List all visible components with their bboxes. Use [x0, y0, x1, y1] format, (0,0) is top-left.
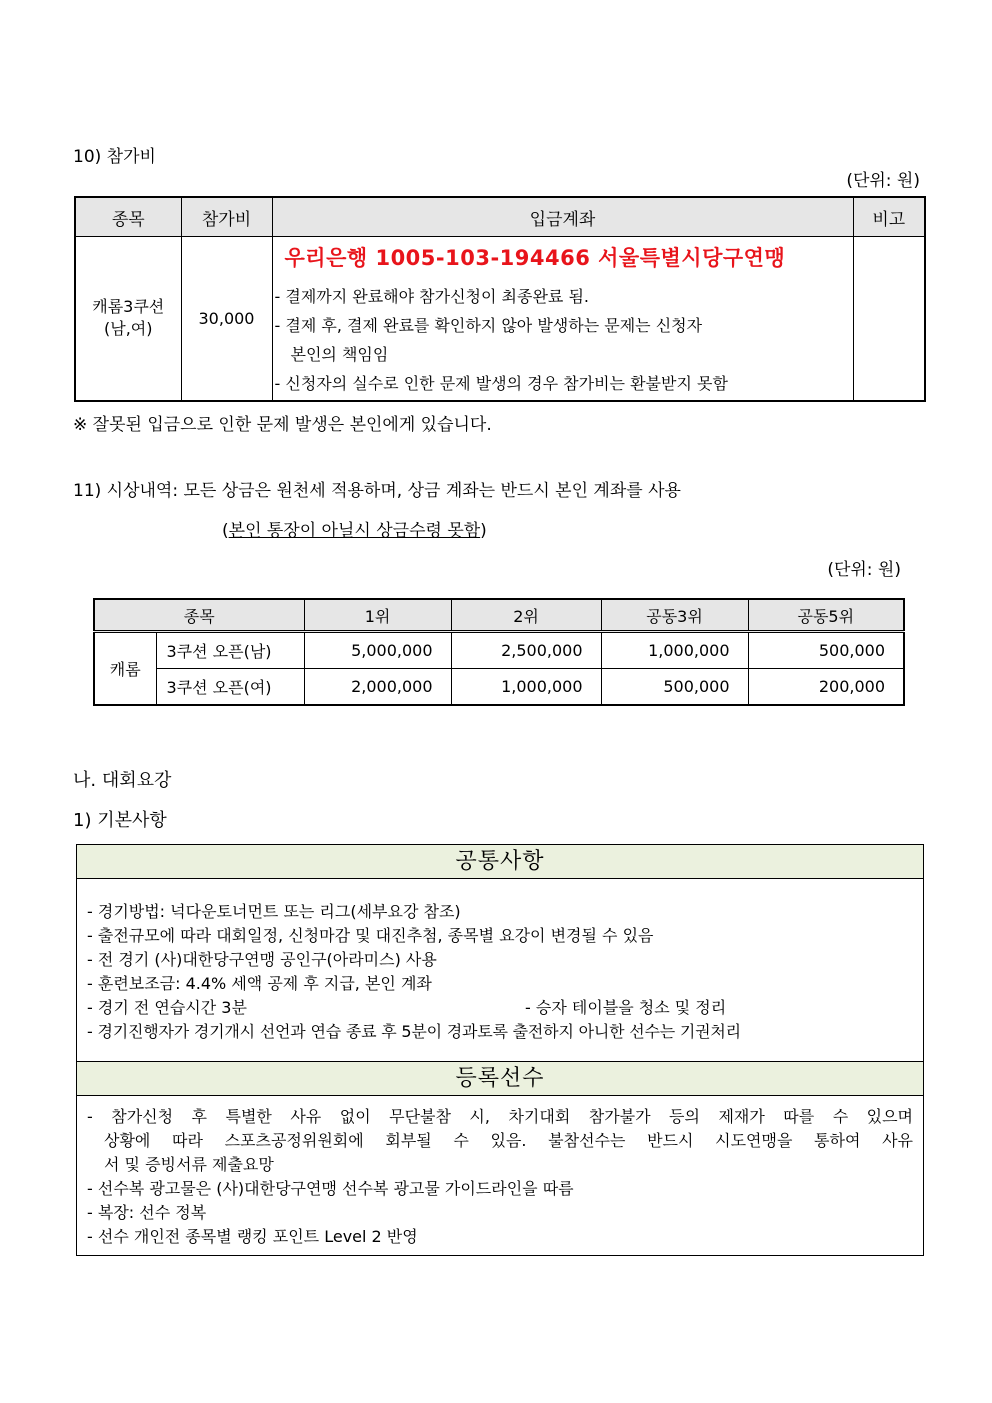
fee-header-fee: 참가비: [181, 197, 272, 237]
fee-note-3: - 신청자의 실수로 인한 문제 발생의 경우 참가비는 환불받지 못함: [274, 374, 728, 393]
fee-amount-cell: 30,000: [181, 237, 272, 401]
section-11-heading: 11) 시상내역: 모든 상금은 원천세 적용하며, 상금 계좌는 반드시 본인 계좌를 사용: [73, 481, 681, 501]
fee-footnote: ※ 잘못된 입금으로 인한 문제 발생은 본인에게 있습니다.: [73, 415, 492, 435]
prize-header-2nd: 2위: [451, 599, 601, 632]
own-account-warning: 본인 통장이 아닐시 상금수령 못함: [228, 521, 481, 541]
prize-table: [93, 598, 905, 706]
common-rule-5: - 경기 전 연습시간 3분: [87, 998, 247, 1017]
paren-close: ): [480, 521, 487, 541]
section-na-heading: 나. 대회요강: [73, 770, 172, 791]
fee-note-1: - 결제까지 완료해야 참가신청이 최종완료 됨.: [274, 287, 589, 306]
common-rule-2: - 출전규모에 따라 대회일정, 신청마감 및 대진추첨, 종목별 요강이 변경될 수 있음: [87, 926, 654, 945]
prize-men-1st: 5,000,000: [304, 632, 451, 669]
player-rule-2: - 선수복 광고물은 (사)대한당구연맹 선수복 광고물 가이드라인을 따름: [87, 1179, 574, 1198]
common-rules-body: [77, 879, 923, 1050]
player-rule-1-cont2: 서 및 증빙서류 제출요망: [104, 1155, 274, 1174]
fee-note-2-cont: 본인의 책임임: [290, 345, 389, 364]
prize-women-5th: 200,000: [748, 669, 904, 706]
fee-event-line2: (남,여): [104, 319, 153, 339]
fee-account-cell: [272, 237, 853, 401]
registered-players-title: 등록선수: [77, 1061, 923, 1096]
prize-men-3rd: 1,000,000: [601, 632, 748, 669]
basic-info-heading: 1) 기본사항: [73, 810, 167, 831]
fee-event-cell: [75, 237, 181, 401]
prize-header-1st: 1위: [304, 599, 451, 632]
player-rule-4: - 선수 개인전 종목별 랭킹 포인트 Level 2 반영: [87, 1227, 418, 1246]
fee-remark-cell: [853, 237, 925, 401]
common-rules-title: 공통사항: [77, 845, 923, 879]
fee-header-account: 입금계좌: [272, 197, 853, 237]
prize-women-1st: 2,000,000: [304, 669, 451, 706]
prize-category-cell: 캐롬: [94, 632, 156, 706]
prize-men-5th: 500,000: [748, 632, 904, 669]
player-rule-1: - 참가신청 후 특별한 사유 없이 무단불참 시, 차기대회 참가불가 등의 제재가 따를 수 있으며: [87, 1107, 913, 1126]
common-rule-3: - 전 경기 (사)대한당구연맹 공인구(아라미스) 사용: [87, 950, 437, 969]
player-rule-1-cont1: 상황에 따라 스포츠공정위원회에 회부될 수 있음. 불참선수는 반드시 시도연맹을 통하여 사유: [104, 1131, 913, 1150]
prize-header-5th: 공동5위: [748, 599, 904, 632]
fee-header-remark: 비고: [853, 197, 925, 237]
table-row: [94, 669, 904, 706]
common-rule-1: - 경기방법: 넉다운토너먼트 또는 리그(세부요강 참조): [87, 902, 461, 921]
bank-account-text: 우리은행 1005-103-194466 서울특별시당구연맹: [284, 246, 786, 270]
fee-table-header-row: [75, 197, 925, 237]
common-rule-7: - 경기진행자가 경기개시 선언과 연습 종료 후 5분이 경과토록 출전하지 아니한 선수는 기권처리: [87, 1022, 741, 1041]
fee-note-2: - 결제 후, 결제 완료를 확인하지 않아 발생하는 문제는 신청자: [274, 316, 703, 335]
common-rule-5-row: [87, 996, 913, 1020]
prize-event-women: 3쿠션 오픈(여): [156, 669, 304, 706]
prize-women-3rd: 500,000: [601, 669, 748, 706]
prize-header-3rd: 공동3위: [601, 599, 748, 632]
common-rules-box: [76, 844, 924, 1062]
prize-women-2nd: 1,000,000: [451, 669, 601, 706]
player-rule-3: - 복장: 선수 정복: [87, 1203, 207, 1222]
fee-header-event: 종목: [75, 197, 181, 237]
common-rule-6: - 승자 테이블을 청소 및 정리: [525, 998, 727, 1017]
fee-notes: [273, 280, 853, 398]
prize-header-event: 종목: [94, 599, 304, 632]
registered-players-box: [76, 1061, 924, 1256]
paren-open: (: [222, 521, 229, 541]
section-10-heading: 10) 참가비: [73, 147, 156, 167]
fee-unit-label: (단위: 원): [846, 171, 920, 191]
prize-unit-label: (단위: 원): [827, 560, 901, 580]
prize-table-header-row: [94, 599, 904, 632]
prize-event-men: 3쿠션 오픈(남): [156, 632, 304, 669]
fee-table-row: [75, 237, 925, 401]
fee-event-line1: 캐롬3쿠션: [92, 297, 165, 317]
fee-table: [74, 196, 926, 402]
registered-players-body: [77, 1096, 923, 1255]
prize-account-note: [222, 516, 487, 541]
common-rule-4: - 훈련보조금: 4.4% 세액 공제 후 지급, 본인 계좌: [87, 974, 432, 993]
prize-men-2nd: 2,500,000: [451, 632, 601, 669]
table-row: [94, 632, 904, 669]
